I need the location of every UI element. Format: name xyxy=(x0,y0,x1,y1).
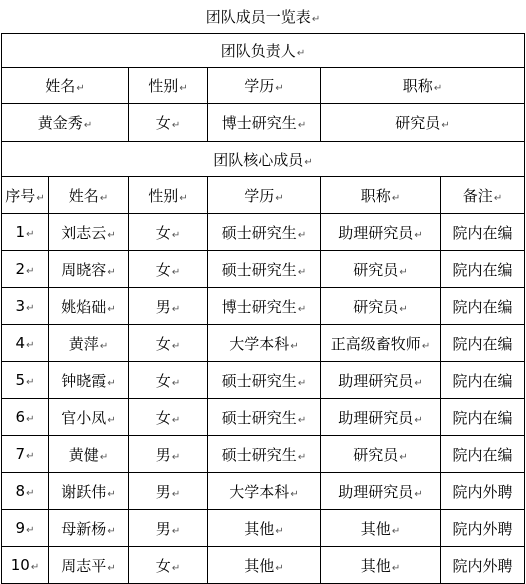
cell-title: 其他↵ xyxy=(321,510,441,547)
paragraph-mark-icon: ↵ xyxy=(297,266,307,278)
leader-header-row xyxy=(2,68,525,104)
cell-title: 研究员↵ xyxy=(321,436,441,473)
header-education: 学历↵ xyxy=(208,68,321,104)
table-row xyxy=(2,436,525,473)
cell-note: 院内外聘 xyxy=(441,547,525,584)
paragraph-mark-icon: ↵ xyxy=(99,340,109,352)
paragraph-mark-icon: ↵ xyxy=(107,525,116,537)
cell-note: 院内在编 xyxy=(441,399,525,436)
cell-name: 周晓容↵ xyxy=(49,251,129,288)
paragraph-mark-icon: ↵ xyxy=(107,414,116,426)
paragraph-mark-icon: ↵ xyxy=(99,451,109,463)
header-no: 序号↵ xyxy=(2,177,49,214)
header-education: 学历↵ xyxy=(208,177,321,214)
cell-gender: 男↵ xyxy=(129,288,208,325)
table-row xyxy=(2,473,525,510)
paragraph-mark-icon: ↵ xyxy=(391,525,401,537)
paragraph-mark-icon: ↵ xyxy=(171,266,181,278)
paragraph-mark-icon: ↵ xyxy=(171,229,181,241)
paragraph-mark-icon: ↵ xyxy=(107,229,116,241)
paragraph-mark-icon: ↵ xyxy=(26,303,35,314)
cell-note: 院内在编 xyxy=(441,251,525,288)
table-row xyxy=(2,251,525,288)
paragraph-mark-icon: ↵ xyxy=(26,377,35,388)
table-row xyxy=(2,362,525,399)
cell-gender: 女↵ xyxy=(129,214,208,251)
paragraph-mark-icon: ↵ xyxy=(297,414,307,426)
paragraph-mark-icon: ↵ xyxy=(171,377,181,389)
cell-no: 3↵ xyxy=(2,288,49,325)
cell-education: 其他↵ xyxy=(208,510,321,547)
cell-name: 姚焰础↵ xyxy=(49,288,129,325)
cell-gender: 女↵ xyxy=(129,547,208,584)
cell-gender: 男↵ xyxy=(129,436,208,473)
paragraph-mark-icon: ↵ xyxy=(76,83,85,94)
table-row xyxy=(2,214,525,251)
paragraph-mark-icon: ↵ xyxy=(399,303,408,315)
paragraph-mark-icon: ↵ xyxy=(414,229,423,241)
cell-gender: 女↵ xyxy=(129,251,208,288)
cell-no: 1↵ xyxy=(2,214,49,251)
header-name: 姓名↵ xyxy=(2,68,129,104)
paragraph-mark-icon: ↵ xyxy=(171,562,181,574)
paragraph-mark-icon: ↵ xyxy=(107,266,116,278)
paragraph-mark-icon: ↵ xyxy=(414,414,423,426)
paragraph-mark-icon: ↵ xyxy=(107,303,116,315)
paragraph-mark-icon: ↵ xyxy=(297,229,307,241)
cell-title: 研究员↵ xyxy=(321,251,441,288)
core-header-row xyxy=(2,177,525,214)
paragraph-mark-icon: ↵ xyxy=(399,266,408,278)
paragraph-mark-icon: ↵ xyxy=(275,83,284,94)
paragraph-mark-icon: ↵ xyxy=(304,156,313,168)
paragraph-mark-icon: ↵ xyxy=(26,340,35,351)
paragraph-mark-icon: ↵ xyxy=(171,451,181,463)
paragraph-mark-icon: ↵ xyxy=(399,451,408,463)
cell-name: 周志平↵ xyxy=(49,547,129,584)
paragraph-mark-icon: ↵ xyxy=(421,340,431,352)
cell-name: 官小凤↵ xyxy=(49,399,129,436)
cell-name: 黄健↵ xyxy=(49,436,129,473)
paragraph-mark-icon: ↵ xyxy=(26,451,35,462)
paragraph-mark-icon: ↵ xyxy=(107,488,116,500)
cell-title: 研究员↵ xyxy=(321,288,441,325)
cell-note: 院内外聘 xyxy=(441,473,525,510)
table-row xyxy=(2,510,525,547)
paragraph-mark-icon: ↵ xyxy=(26,229,35,240)
paragraph-mark-icon: ↵ xyxy=(107,562,116,574)
paragraph-mark-icon: ↵ xyxy=(179,83,188,94)
leader-section-heading: 团队负责人↵ xyxy=(2,34,525,68)
paragraph-mark-icon: ↵ xyxy=(414,377,423,389)
paragraph-mark-icon: ↵ xyxy=(179,192,188,204)
cell-name: 黄萍↵ xyxy=(49,325,129,362)
paragraph-mark-icon: ↵ xyxy=(26,266,35,277)
cell-education: 硕士研究生↵ xyxy=(208,214,321,251)
cell-note: 院内在编 xyxy=(441,436,525,473)
cell-name: 刘志云↵ xyxy=(49,214,129,251)
cell-note: 院内在编 xyxy=(441,214,525,251)
cell-no: 7↵ xyxy=(2,436,49,473)
leader-data-row xyxy=(2,104,525,142)
cell-title: 助理研究员↵ xyxy=(321,214,441,251)
cell-education: 其他↵ xyxy=(208,547,321,584)
cell-title: 正高级畜牧师↵ xyxy=(321,325,441,362)
paragraph-mark-icon: ↵ xyxy=(26,525,35,536)
paragraph-mark-icon: ↵ xyxy=(26,488,35,499)
paragraph-mark-icon: ↵ xyxy=(441,120,450,131)
cell-no: 6↵ xyxy=(2,399,49,436)
paragraph-mark-icon: ↵ xyxy=(433,83,443,94)
cell-no: 4↵ xyxy=(2,325,49,362)
cell-education: 硕士研究生↵ xyxy=(208,399,321,436)
paragraph-mark-icon: ↵ xyxy=(493,192,503,204)
paragraph-mark-icon: ↵ xyxy=(107,377,116,389)
cell-education: 硕士研究生↵ xyxy=(208,436,321,473)
paragraph-mark-icon: ↵ xyxy=(414,488,423,500)
paragraph-mark-icon: ↵ xyxy=(171,488,181,500)
core-section-heading: 团队核心成员↵ xyxy=(2,142,525,177)
cell-name: 母新杨↵ xyxy=(49,510,129,547)
cell-name: 谢跃伟↵ xyxy=(49,473,129,510)
paragraph-mark-icon: ↵ xyxy=(99,192,109,204)
cell-note: 院内外聘 xyxy=(441,510,525,547)
cell-education: 大学本科↵ xyxy=(208,473,321,510)
cell-note: 院内在编 xyxy=(441,362,525,399)
paragraph-mark-icon: ↵ xyxy=(311,14,321,25)
cell-title: 助理研究员↵ xyxy=(321,362,441,399)
team-members-table xyxy=(1,33,525,584)
cell-education: 硕士研究生↵ xyxy=(208,362,321,399)
cell-gender: 男↵ xyxy=(129,510,208,547)
paragraph-mark-icon: ↵ xyxy=(290,488,299,500)
header-title: 职称↵ xyxy=(321,68,525,104)
paragraph-mark-icon: ↵ xyxy=(297,303,307,315)
cell-no: 9↵ xyxy=(2,510,49,547)
cell-no: 2↵ xyxy=(2,251,49,288)
table-row xyxy=(2,288,525,325)
leader-name: 黄金秀↵ xyxy=(2,104,129,142)
cell-gender: 女↵ xyxy=(129,362,208,399)
paragraph-mark-icon: ↵ xyxy=(391,192,401,204)
paragraph-mark-icon: ↵ xyxy=(275,525,284,537)
paragraph-mark-icon: ↵ xyxy=(296,48,306,59)
header-title: 职称↵ xyxy=(321,177,441,214)
leader-heading-row xyxy=(2,34,525,68)
cell-note: 院内在编 xyxy=(441,288,525,325)
cell-education: 博士研究生↵ xyxy=(208,288,321,325)
paragraph-mark-icon: ↵ xyxy=(275,562,284,574)
paragraph-mark-icon: ↵ xyxy=(83,120,93,131)
paragraph-mark-icon: ↵ xyxy=(171,303,181,315)
header-note: 备注↵ xyxy=(441,177,525,214)
cell-name: 钟晓霞↵ xyxy=(49,362,129,399)
header-gender: 性别↵ xyxy=(129,68,208,104)
paragraph-mark-icon: ↵ xyxy=(391,562,401,574)
core-heading-row xyxy=(2,142,525,177)
paragraph-mark-icon: ↵ xyxy=(275,192,284,204)
paragraph-mark-icon: ↵ xyxy=(26,414,35,425)
cell-no: 5↵ xyxy=(2,362,49,399)
paragraph-mark-icon: ↵ xyxy=(297,451,307,463)
document-title: 团队成员一览表↵ xyxy=(205,8,321,26)
cell-title: 助理研究员↵ xyxy=(321,399,441,436)
leader-gender: 女↵ xyxy=(129,104,208,142)
leader-education: 博士研究生↵ xyxy=(208,104,321,142)
cell-no: 10↵ xyxy=(2,547,49,584)
paragraph-mark-icon: ↵ xyxy=(36,192,45,204)
paragraph-mark-icon: ↵ xyxy=(297,120,307,131)
cell-no: 8↵ xyxy=(2,473,49,510)
cell-education: 大学本科↵ xyxy=(208,325,321,362)
cell-gender: 女↵ xyxy=(129,399,208,436)
paragraph-mark-icon: ↵ xyxy=(171,340,181,352)
cell-education: 硕士研究生↵ xyxy=(208,251,321,288)
cell-gender: 女↵ xyxy=(129,325,208,362)
paragraph-mark-icon: ↵ xyxy=(297,377,307,389)
paragraph-mark-icon: ↵ xyxy=(171,414,181,426)
paragraph-mark-icon: ↵ xyxy=(171,120,181,131)
table-row xyxy=(2,547,525,584)
table-row xyxy=(2,399,525,436)
cell-gender: 男↵ xyxy=(129,473,208,510)
cell-note: 院内在编 xyxy=(441,325,525,362)
header-name: 姓名↵ xyxy=(49,177,129,214)
leader-title: 研究员↵ xyxy=(321,104,525,142)
paragraph-mark-icon: ↵ xyxy=(30,562,40,573)
header-gender: 性别↵ xyxy=(129,177,208,214)
paragraph-mark-icon: ↵ xyxy=(290,340,299,352)
cell-title: 助理研究员↵ xyxy=(321,473,441,510)
paragraph-mark-icon: ↵ xyxy=(171,525,181,537)
cell-title: 其他↵ xyxy=(321,547,441,584)
table-row xyxy=(2,325,525,362)
